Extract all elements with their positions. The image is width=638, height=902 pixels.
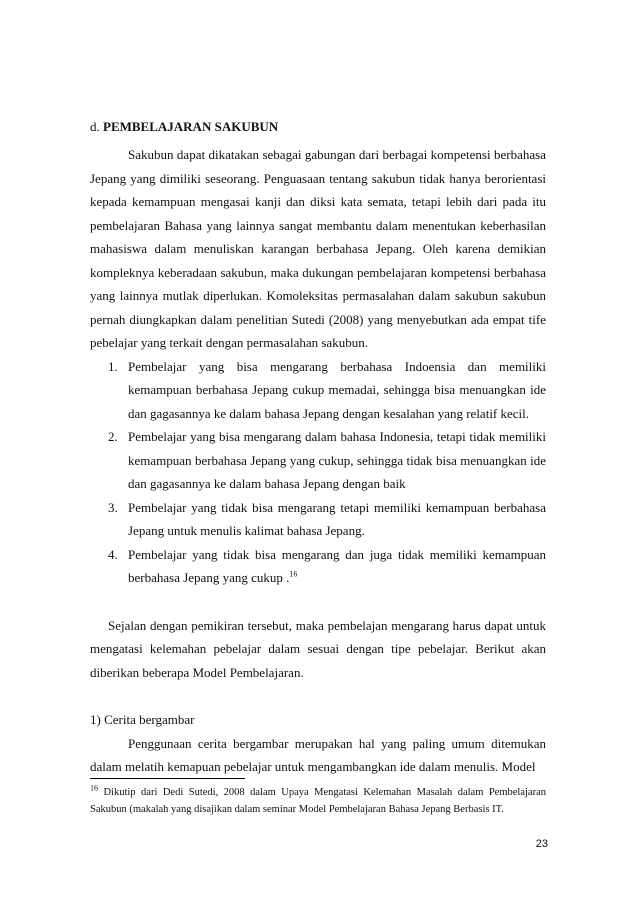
list-item [90,355,546,426]
list-item [90,543,546,590]
section-title: PEMBELAJARAN SAKUBUN [103,119,279,134]
learner-type-list [90,355,546,590]
section-heading [90,117,546,137]
list-text: Pembelajar yang bisa mengarang dalam bahasa Indonesia, tetapi tidak memiliki kemampuan berbahasa Jepang yang cukup, sehingga tidak bisa menuangkan ide dan gagasannya ke dalam bahasa Jepang dengan baik [128,429,546,491]
paragraph-picture-story: Penggunaan cerita bergambar merupakan hal yang paling umum ditemukan dalam melatih kemapuan pebelajar untuk mengambangkan ide dalam menulis. Model [90,735,546,774]
subsection-heading: 1) Cerita bergambar [90,712,195,727]
spacer [90,684,546,708]
paragraph-transition: Sejalan dengan pemikiran tersebut, maka pembelajan mengarang harus dapat untuk mengatasi kelemahan pebelajar dalam sesuai dengan tipe pebelajar. Berikut akan diberikan beberapa Model Pembelajaran. [90,617,546,680]
list-number: 3. [108,499,118,515]
footnote-text: Dikutip dari Dedi Sutedi, 2008 dalam Upaya Mengatasi Kelemahan Masalah dalam Pembelajaran Sakubun (makalah yang disajikan dalam seminar Model Pembelajaran Bahasa Jepang Berbasis IT. [90,787,546,815]
paragraph-intro: Sakubun dapat dikatakan sebagai gabungan dari berbagai kompetensi berbahasa Jepang yang dimiliki seseorang. Penguasaan tentang sakubun tidak hanya berorientasi kepada kemampuan mengasai kanji dan diksi kata semata, tetapi lebih dari pada itu pembelajaran Bahasa yang lainnya sangat membantu dalam menentukan keberhasilan mahasiswa dalam menuliskan karangan berbahasa Jepang. Oleh karena demikian kompleknya keberadaan sakubun, maka dukungan pembelajaran kompetensi berbahasa yang lainnya mutlak diperlukan. Komoleksitas permasalahan dalam sakubun sakubun pernah diungkapkan dalam penelitian Sutedi (2008) yang menyebutkan ada empat tife pebelajar yang terkait dengan permasalahan sakubun. [90,147,546,350]
footnote-ref: 16 [289,569,298,579]
page-content [90,117,546,779]
list-text: Pembelajar yang tidak bisa mengarang tetapi memiliki kemampuan berbahasa Jepang untuk menulis kalimat bahasa Jepang. [128,499,546,538]
footnote-separator [90,778,245,779]
list-text: Pembelajar yang tidak bisa mengarang dan juga tidak memiliki kemampuan berbahasa Jepang yang cukup . [128,546,546,585]
spacer [90,590,546,614]
page-number: 23 [535,838,548,850]
list-number: 1. [108,358,118,374]
list-text: Pembelajar yang bisa mengarang berbahasa Indoensia dan memiliki kemampuan berbahasa Jepang cukup memadai, sehingga bisa menuangkan ide dan gagasannya ke dalam bahasa Jepang dengan kesalahan yang relatif kecil. [128,358,546,421]
list-item [90,496,546,543]
list-number: 2. [108,429,118,444]
list-number: 4. [108,546,118,562]
list-item [90,425,546,496]
footnote-marker: 16 [90,783,98,793]
section-letter: d. [90,119,100,134]
footnote [90,784,546,818]
